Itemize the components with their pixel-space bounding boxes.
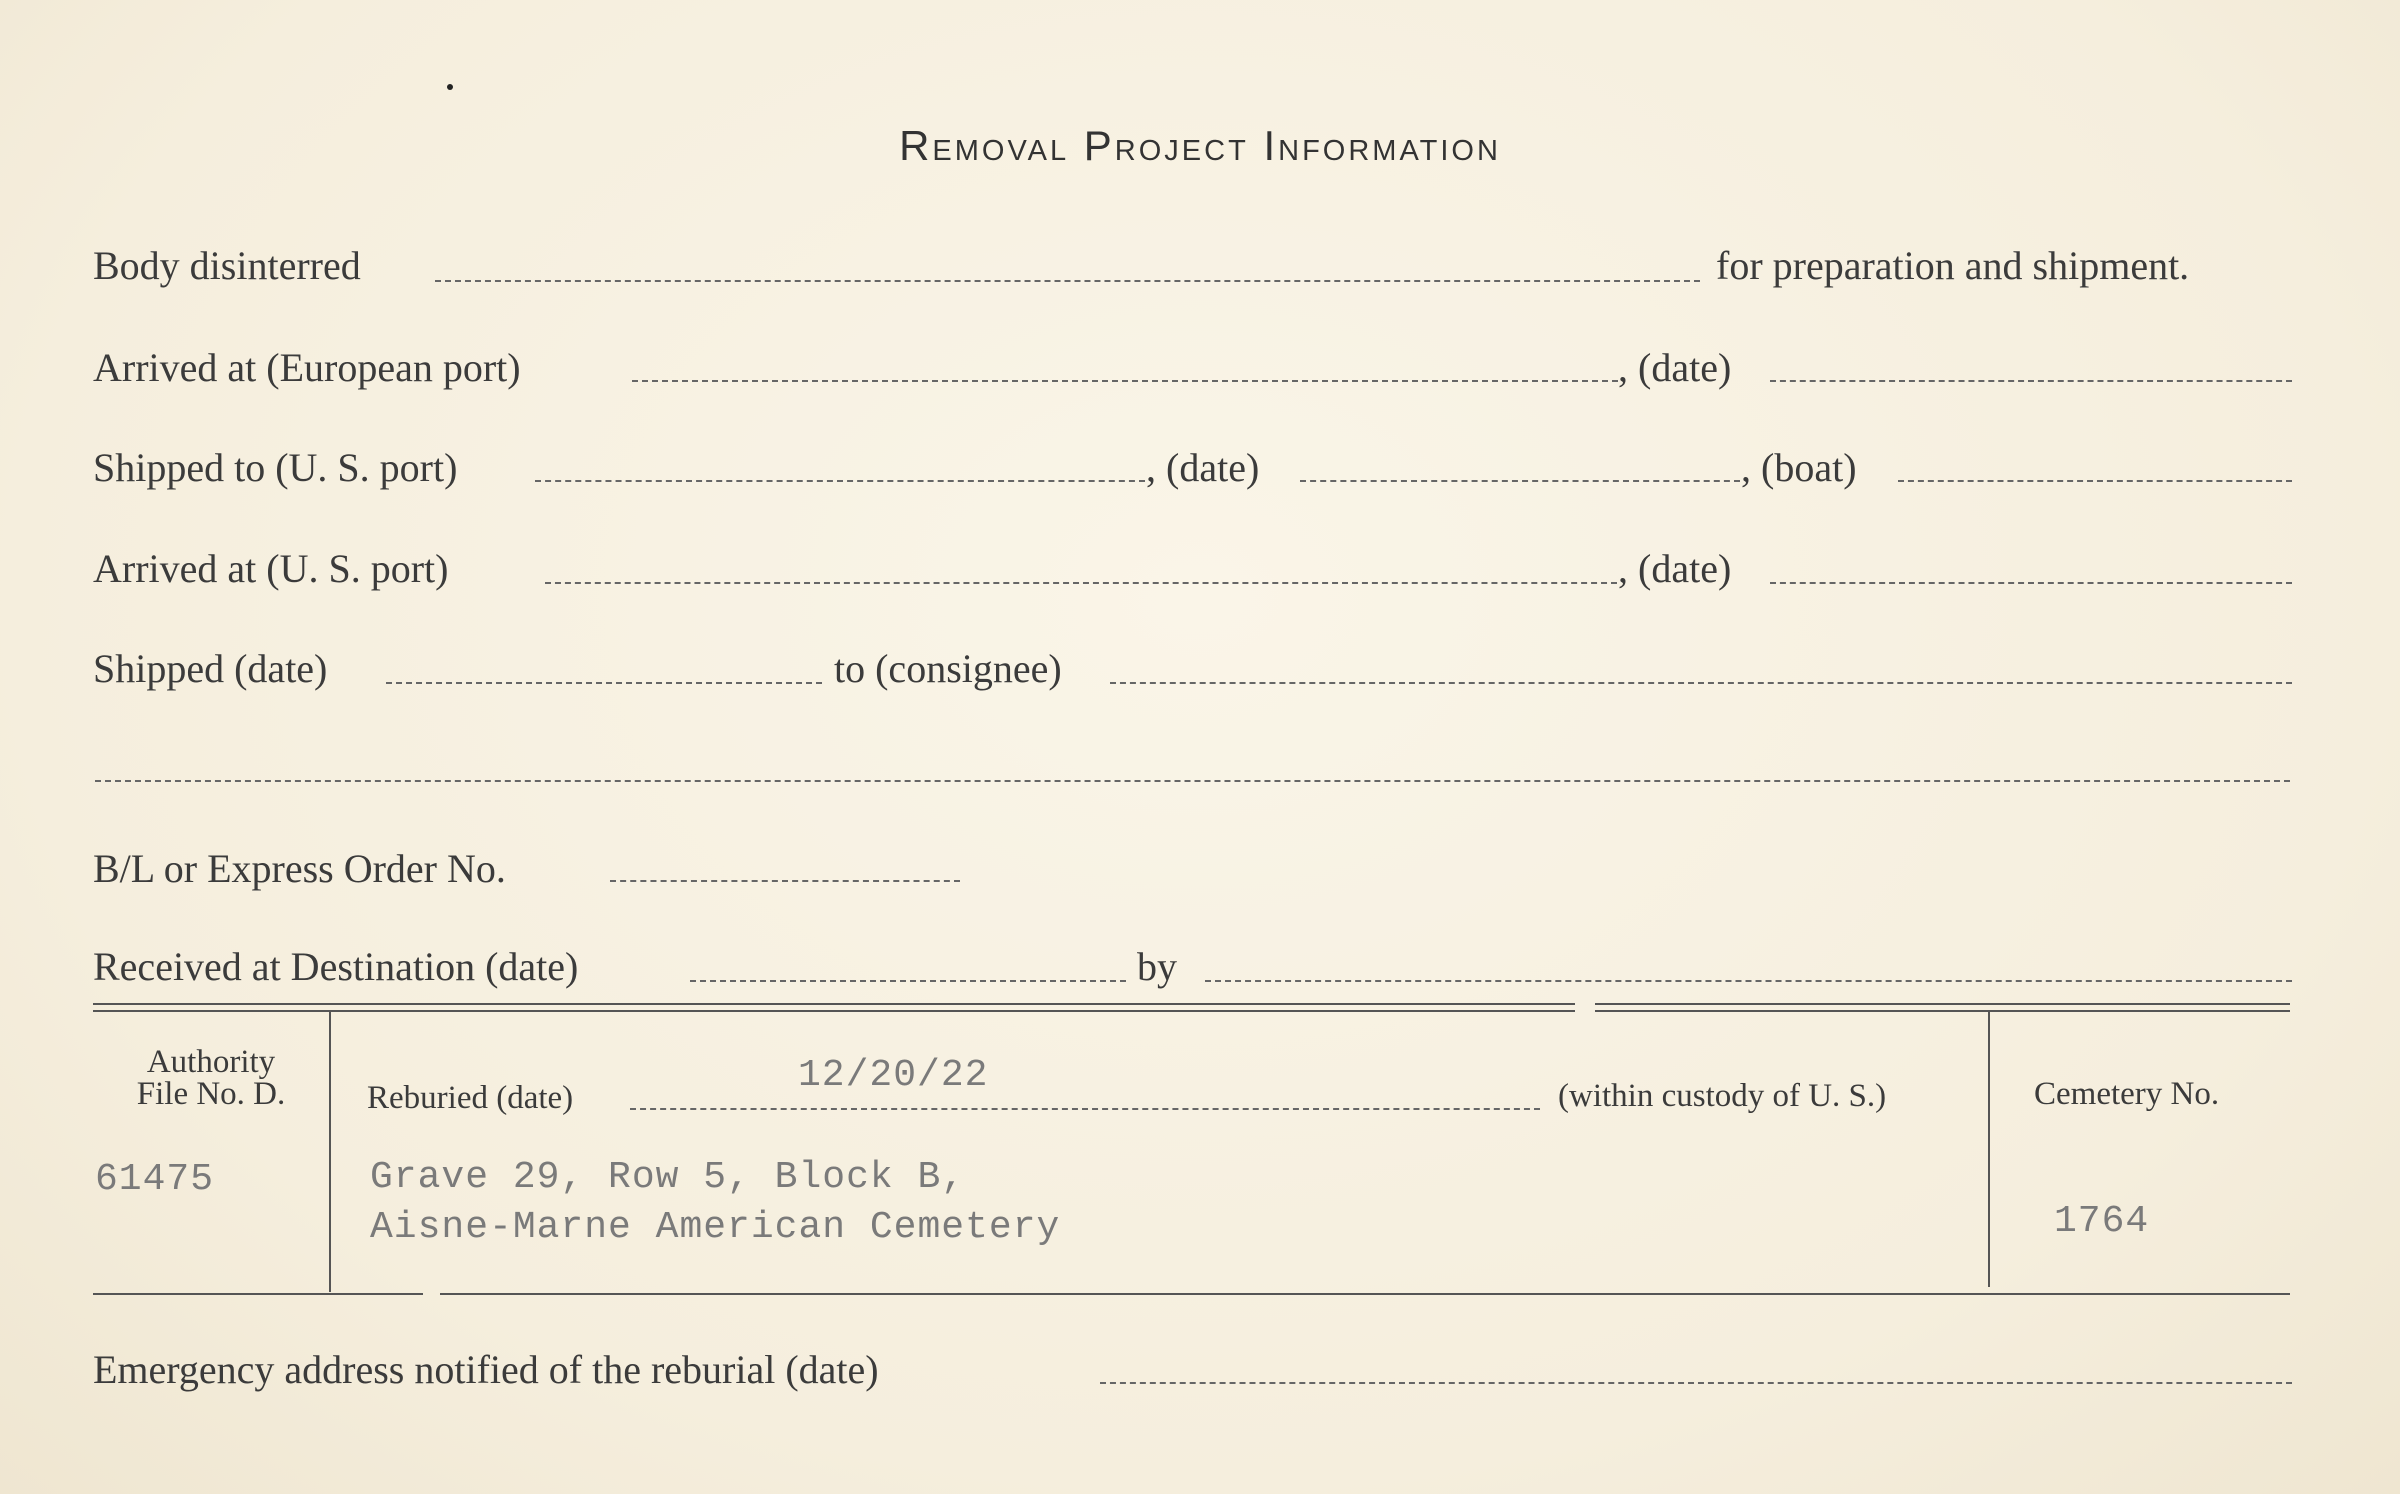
authority-label — [93, 1046, 329, 1110]
body-disinterred-label: Body disinterred — [93, 243, 361, 288]
body-disinterred-field — [435, 280, 1700, 282]
custody-label: (within custody of U. S.) — [1558, 1078, 1887, 1114]
us-port-field — [535, 480, 1145, 482]
shipped-date-field — [1300, 480, 1740, 482]
table-top-rule-2 — [1595, 1003, 2290, 1005]
authority-label-line-2: File No. D. — [136, 1076, 286, 1112]
received-date-field — [690, 980, 1126, 982]
date-label-2: , (date) — [1146, 445, 1260, 490]
received-by-field — [1205, 980, 2292, 982]
arrived-european-label: Arrived at (European port) — [93, 345, 521, 390]
boat-field — [1898, 480, 2292, 482]
arrived-us-date-field — [1770, 582, 2292, 584]
arrived-us-label: Arrived at (U. S. port) — [93, 546, 449, 591]
european-date-field — [1770, 380, 2292, 382]
card-title: Removal Project Information — [899, 122, 1501, 169]
table-top-rule-1 — [93, 1003, 1575, 1005]
bl-order-label: B/L or Express Order No. — [93, 846, 506, 891]
consignee-field — [1110, 682, 2292, 684]
consignee-continuation-field — [95, 780, 2290, 782]
shipped-date-label: Shipped (date) — [93, 646, 328, 691]
shipped-to-us-label: Shipped to (U. S. port) — [93, 445, 458, 490]
table-divider-right — [1988, 1012, 1990, 1287]
reburied-date-field — [630, 1108, 1540, 1110]
received-destination-label: Received at Destination (date) — [93, 944, 579, 989]
for-preparation-label: for preparation and shipment. — [1716, 243, 2190, 288]
bl-order-field — [610, 880, 960, 882]
authority-label-line-1: Authority — [146, 1044, 276, 1080]
table-bottom-rule-1 — [93, 1293, 423, 1295]
table-bottom-rule-2 — [440, 1293, 2290, 1295]
date-label-1: , (date) — [1618, 345, 1732, 390]
reburied-date-value: 12/20/22 — [798, 1054, 989, 1097]
european-port-field — [632, 380, 1618, 382]
ink-dot — [447, 84, 453, 90]
to-consignee-label: to (consignee) — [834, 646, 1062, 691]
table-top-rule-3 — [93, 1010, 1575, 1012]
cemetery-number-label: Cemetery No. — [2034, 1076, 2220, 1112]
table-top-rule-4 — [1595, 1010, 2290, 1012]
boat-label: , (boat) — [1741, 445, 1857, 490]
authority-file-number: 61475 — [95, 1158, 215, 1201]
emergency-date-field — [1100, 1382, 2292, 1384]
by-label: by — [1137, 944, 1177, 989]
reburied-label: Reburied (date) — [367, 1080, 574, 1116]
shipped-date-value-field — [386, 682, 822, 684]
table-divider-left — [329, 1012, 331, 1292]
emergency-address-label: Emergency address notified of the reburial (date) — [93, 1347, 879, 1392]
cemetery-number-value: 1764 — [2054, 1200, 2150, 1243]
arrived-us-port-field — [545, 582, 1617, 584]
date-label-3: , (date) — [1618, 546, 1732, 591]
grave-location-line-1: Grave 29, Row 5, Block B, — [370, 1156, 966, 1199]
grave-location-line-2: Aisne-Marne American Cemetery — [370, 1206, 1061, 1249]
